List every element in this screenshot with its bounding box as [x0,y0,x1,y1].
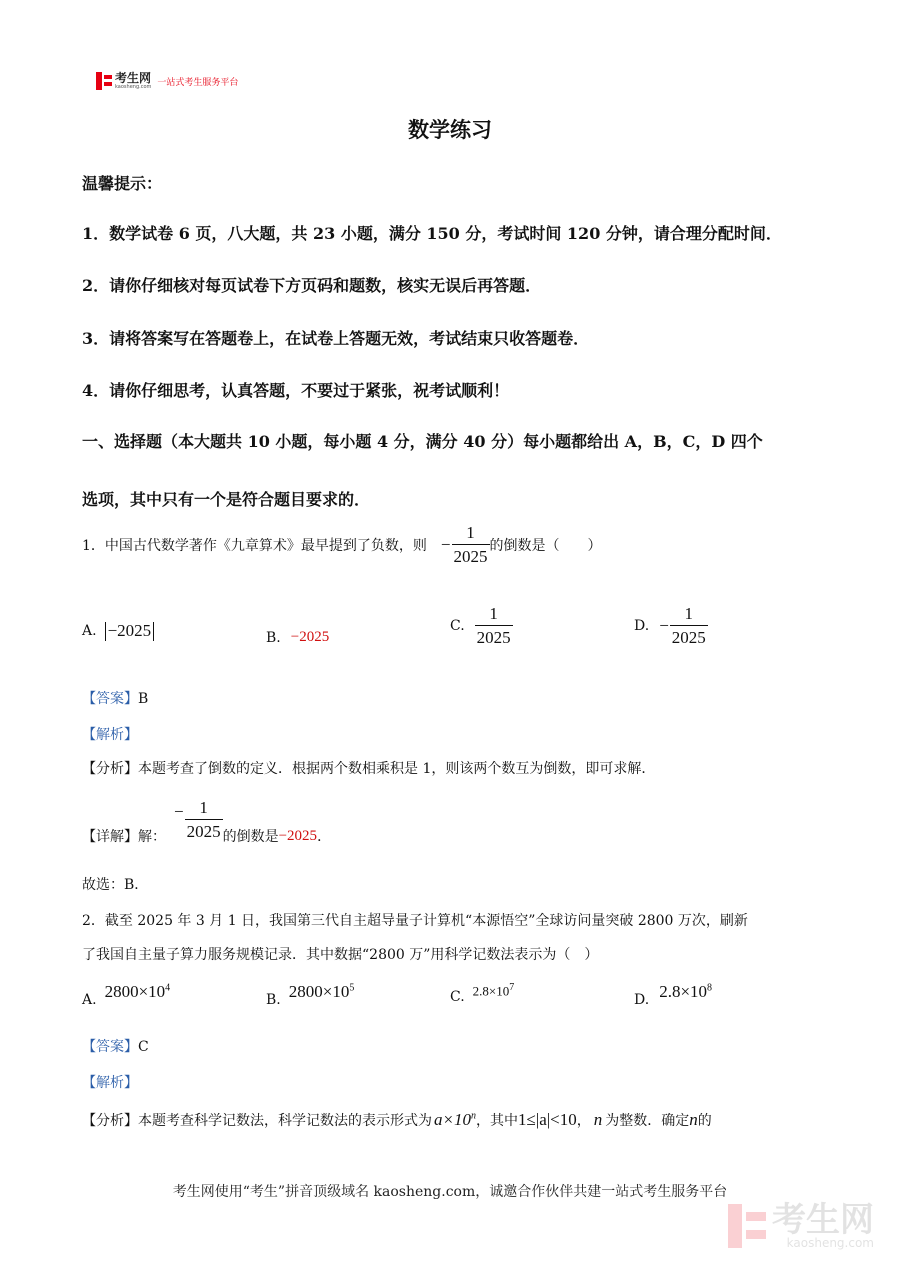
q1-answer [82,688,148,708]
tip-item: 3．请将答案写在答题卷上，在试卷上答题无效，考试结束只收答题卷． [82,329,590,348]
logo-domain: kaosheng.com [115,84,152,90]
page-footer: 考生网使用“考生”拼音顶级域名 kaosheng.com，诚邀合作伙伴共建一站式考生服务平台 [172,1184,728,1200]
q2-option-d [634,982,712,1008]
tip-item: 1．数学试卷 6 页，八大题，共 23 小题，满分 150 分，考试时间 120 分钟，请合理分配时间． [82,224,782,243]
frac-den: 2025 [185,819,223,840]
q2-option-d-value [659,982,712,1002]
question-2-stem: 2．截至 2025 年 3 月 1 日，我国第三代自主超导量子计算机“本源悟空”全球访问量突破 2800 万次，刷新 [82,913,748,929]
detail-minus: − [174,802,184,821]
fenxi-text-a: 本题考查科学记数法，科学记数法的表示形式为 [138,1113,432,1129]
q2-option-c [450,982,514,1005]
option-label: C. [450,617,465,634]
page-title: 数学练习 [408,117,492,142]
option-label: A. [82,623,97,640]
tip-item: 2．请你仔细核对每页试卷下方页码和题数，核实无误后再答题． [82,276,542,295]
q1-detail [82,792,331,846]
watermark-mark-icon [728,1204,766,1248]
q1-analysis-tag: 【解析】 [82,727,138,743]
q2-fenxi [82,1110,712,1130]
section-heading-cont: 选项，其中只有一个是符合题目要求的． [82,490,371,509]
option-exp: 7 [509,982,515,993]
site-logo [96,72,238,90]
q2-option-b [266,982,354,1008]
tips-heading: 温馨提示： [82,174,163,193]
option-exp: 8 [707,982,713,994]
frac-den: 2025 [475,625,513,646]
q1-stem-after: 的倒数是（ ） [489,537,602,554]
fenxi-text-c: ， [576,1113,591,1129]
fenxi-tag: 【分析】 [82,1113,138,1129]
fenxi-formula [434,1110,476,1130]
answer-value: C [138,1039,149,1055]
logo-mark-icon [96,72,112,90]
frac-den: 2025 [670,625,708,646]
question-2-stem-cont: 了我国自主量子算力服务规模记录．其中数据“2800 万”用科学记数法表示为（ ） [82,947,599,963]
q1-fenxi [82,758,655,778]
option-base: 2.8×10 [472,983,510,999]
watermark-domain: kaosheng.com [786,1236,874,1250]
option-label: B. [266,629,281,646]
fenxi-text-b: ，其中 [475,1113,518,1129]
q2-option-c-value [473,982,515,999]
option-label: D. [634,617,650,634]
option-base: 2.8×10 [659,982,708,1001]
fenxi-n2: n [689,1110,698,1129]
section-heading: 一、选择题（本大题共 10 小题，每小题 4 分，满分 40 分）每小题都给出 A，B，C，D 四个 [82,432,763,451]
fenxi-text-e: 的 [697,1113,712,1129]
q2-analysis-tag: 【解析】 [82,1075,138,1091]
q1-option-a [82,622,154,641]
option-base: 2800×10 [288,982,350,1001]
logo-name: 考生网 [115,71,152,85]
option-label: C. [450,989,465,1006]
detail-end: ． [317,829,332,845]
q1-option-c-frac [475,605,513,646]
logo-slogan: 一站式考生服务平台 [157,77,239,88]
option-exp: 5 [349,982,355,994]
q1-option-c [450,605,513,646]
tip-item: 4．请你仔细思考，认真答题，不要过于紧张，祝考试顺利！ [82,381,510,400]
q1-frac-num: 1 [466,523,475,542]
option-label: A. [82,992,97,1008]
question-1-stem [82,524,602,565]
frac-num: 1 [684,604,694,623]
answer-value: B [138,691,149,707]
q2-option-a-value [105,982,171,1002]
detail-tag: 【详解】 [82,829,138,845]
formula-base: a×10 [434,1110,471,1129]
frac-num: 1 [489,604,498,623]
detail-prefix: 解： [138,829,166,845]
option-exp: 4 [165,982,171,994]
watermark-name: 考生网 [772,1200,874,1240]
q2-answer [82,1036,149,1056]
detail-mid: 的倒数是 [222,829,279,845]
q1-option-a-value: −2025 [105,622,155,641]
q1-minus: − [440,534,451,554]
q1-option-d-minus: − [659,615,669,635]
q1-conclusion: 故选：B． [82,877,149,893]
answer-tag: 【答案】 [82,691,138,707]
detail-fraction [185,799,223,840]
fenxi-tag: 【分析】 [82,761,138,777]
option-label: B. [266,992,281,1008]
q1-option-d-frac [670,605,708,646]
fenxi-range: 1≤|a|<10 [517,1110,577,1129]
q1-option-d [634,605,708,646]
fenxi-n: n [593,1110,603,1129]
option-base: 2800×10 [104,982,166,1001]
q1-frac-den: 2025 [452,544,490,565]
answer-tag: 【答案】 [82,1039,138,1055]
q1-option-b [266,629,329,646]
detail-result: −2025 [278,827,318,844]
formula-exp: n [470,1110,476,1122]
q2-option-b-value [289,982,355,1002]
fenxi-text-d: 为整数．确定 [605,1113,690,1129]
q1-stem-before: 1．中国古代数学著作《九章算术》最早提到了负数，则 [82,537,427,554]
q1-fraction [452,524,490,565]
q2-option-a [82,982,170,1008]
frac-num: 1 [199,797,208,817]
watermark-logo [728,1200,874,1250]
fenxi-text: 本题考查了倒数的定义．根据两个数相乘积是 1，则该两个数互为倒数，即可求解． [138,761,656,777]
option-label: D. [634,992,650,1008]
q1-option-b-value: −2025 [290,629,330,645]
